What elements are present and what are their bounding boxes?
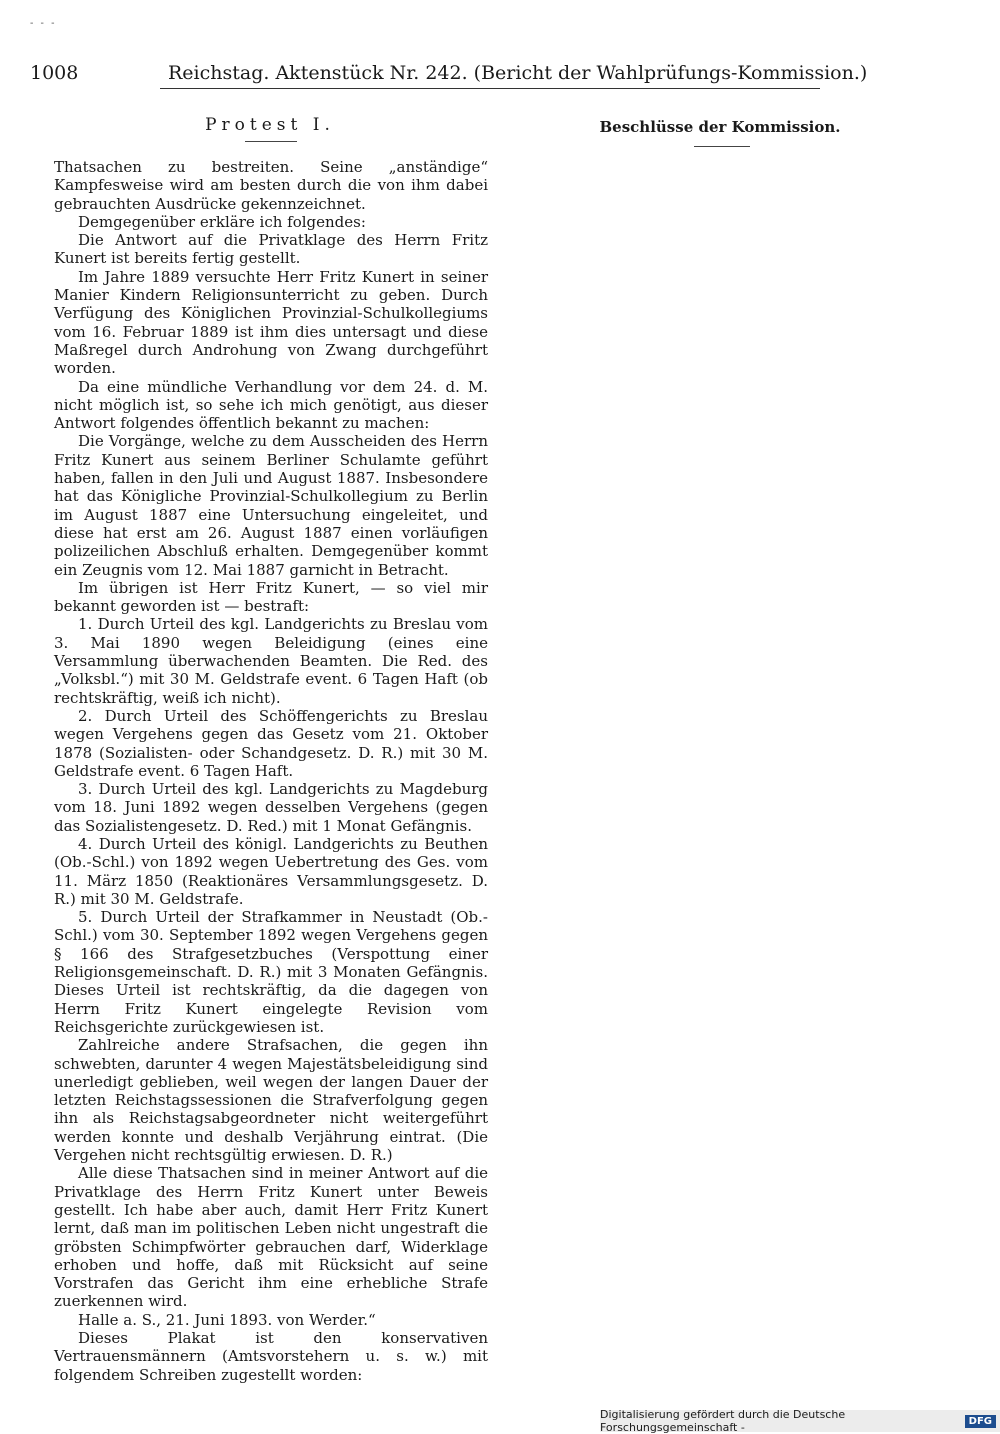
footer-credit: Digitalisierung gefördert durch die Deutsche Forschungsgemeinschaft -: [600, 1408, 846, 1434]
list-item: 5. Durch Urteil der Strafkammer in Neustadt (Ob.-Schl.) vom 30. September 1892 wegen Vergehens gegen § 166 des Strafgesetzbuches (Verspottung einer Religionsgemeinschaft. D. R.) mit 3 Monaten Gefängnis. Dieses Urteil ist rechtskräftig, da die dagegen von Herrn Fritz Kunert eingelegte Revision vom Reichsgerichte zurückgewiesen ist.: [54, 908, 488, 1036]
running-head: Reichstag. Aktenstück Nr. 242. (Bericht der Wahlprüfungs-Kommission.): [168, 62, 868, 84]
paragraph: Alle diese Thatsachen sind in meiner Antwort auf die Privatklage des Herrn Fritz Kunert unter Beweis gestellt. Ich habe aber auch, damit Herr Fritz Kunert lernt, daß man im politischen Leben nicht ungestraft die gröbsten Schimpfwörter gebrauchen darf, Widerklage erhoben und hoffe, daß mit Rücksicht auf seine Vorstrafen das Gericht ihm eine erhebliche Strafe zuerkennen wird.: [54, 1164, 488, 1311]
list-item: 1. Durch Urteil des kgl. Landgerichts zu Breslau vom 3. Mai 1890 wegen Beleidigung (eines eine Versammlung überwachenden Beamten. Die Red. des „Volksbl.“) mit 30 M. Geldstrafe event. 6 Tagen Haft (ob rechtskräftig, weiß ich nicht).: [54, 615, 488, 707]
paragraph: Die Antwort auf die Privatklage des Herrn Fritz Kunert ist bereits fertig gestellt.: [54, 231, 488, 268]
header-rule: [160, 88, 820, 89]
right-column-title: Beschlüsse der Kommission.: [599, 118, 841, 136]
list-item: 3. Durch Urteil des kgl. Landgerichts zu Magdeburg vom 18. Juni 1892 wegen desselben Vergehens (gegen das Sozialistengesetz. D. Red.) mit 1 Monat Gefängnis.: [54, 780, 488, 835]
page-number: 1008: [30, 62, 79, 84]
paragraph: Im übrigen ist Herr Fritz Kunert, — so viel mir bekannt geworden ist — bestraft:: [54, 578, 488, 616]
signature-line: Halle a. S., 21. Juni 1893. von Werder.“: [78, 1310, 376, 1329]
page-header: [30, 60, 868, 88]
digitization-footer: [600, 1410, 1000, 1432]
list-item: 4. Durch Urteil des königl. Landgerichts zu Beuthen (Ob.-Schl.) von 1892 wegen Uebertretung des Ges. vom 11. März 1850 (Reaktionäres Versammlungsgesetz. D. R.) mit 30 M. Geldstrafe.: [54, 834, 488, 908]
paragraph: Im Jahre 1889 versuchte Herr Fritz Kunert in seiner Manier Kindern Religionsunterricht zu geben. Durch Verfügung des Königlichen Provinzial-Schulkollegiums vom 16. Februar 1889 ist ihm dies untersagt und diese Maßregel durch Androhung von Zwang durchgeführt worden.: [54, 267, 488, 378]
corner-mark: - - -: [30, 18, 57, 29]
list-item: 2. Durch Urteil des Schöffengerichts zu Breslau wegen Vergehens gegen das Gesetz vom 21. Oktober 1878 (Sozialisten- oder Schandgesetz. D. R.) mit 30 M. Geldstrafe event. 6 Tagen Haft.: [54, 706, 488, 780]
protest-body: [54, 158, 488, 1384]
left-column-title: Protest I.: [205, 115, 335, 135]
paragraph: Da eine mündliche Verhandlung vor dem 24. d. M. nicht möglich ist, so sehe ich mich genötigt, aus dieser Antwort folgendes öffentlich bekannt zu machen:: [54, 377, 488, 433]
dfg-logo: DFG: [965, 1415, 996, 1428]
paragraph: Thatsachen zu bestreiten. Seine „anständige“ Kampfesweise wird am besten durch die von ihm dabei gebrauchten Ausdrücke gekennzeichnet.: [54, 158, 488, 213]
right-title-rule: [694, 146, 750, 147]
paragraph: Dieses Plakat ist den konservativen Vertrauensmännern (Amtsvorstehern u. s. w.) mit folgendem Schreiben zugestellt worden:: [54, 1329, 488, 1384]
paragraph: Die Vorgänge, welche zu dem Ausscheiden des Herrn Fritz Kunert aus seinem Berliner Schulamte geführt haben, fallen in den Juli und August 1887. Insbesondere hat das Königliche Provinzial-Schulkollegium zu Berlin im August 1887 eine Untersuchung eingeleitet, und diese hat erst am 26. August 1887 einen vorläufigen polizeilichen Abschluß erhalten. Demgegenüber kommt ein Zeugnis vom 12. Mai 1887 garnicht in Betracht.: [54, 432, 488, 579]
paragraph: Zahlreiche andere Strafsachen, die gegen ihn schwebten, darunter 4 wegen Majestätsbeleidigung sind unerledigt geblieben, weil wegen der langen Dauer der letzten Reichstagssessionen die Strafverfolgung gegen ihn als Reichstagsabgeordneter nicht weitergeführt werden konnte und deshalb Verjährung eintrat. (Die Vergehen nicht rechtsgültig erwiesen. D. R.): [54, 1036, 488, 1165]
paragraph: Demgegenüber erkläre ich folgendes:: [78, 212, 366, 231]
left-title-rule: [245, 141, 297, 142]
